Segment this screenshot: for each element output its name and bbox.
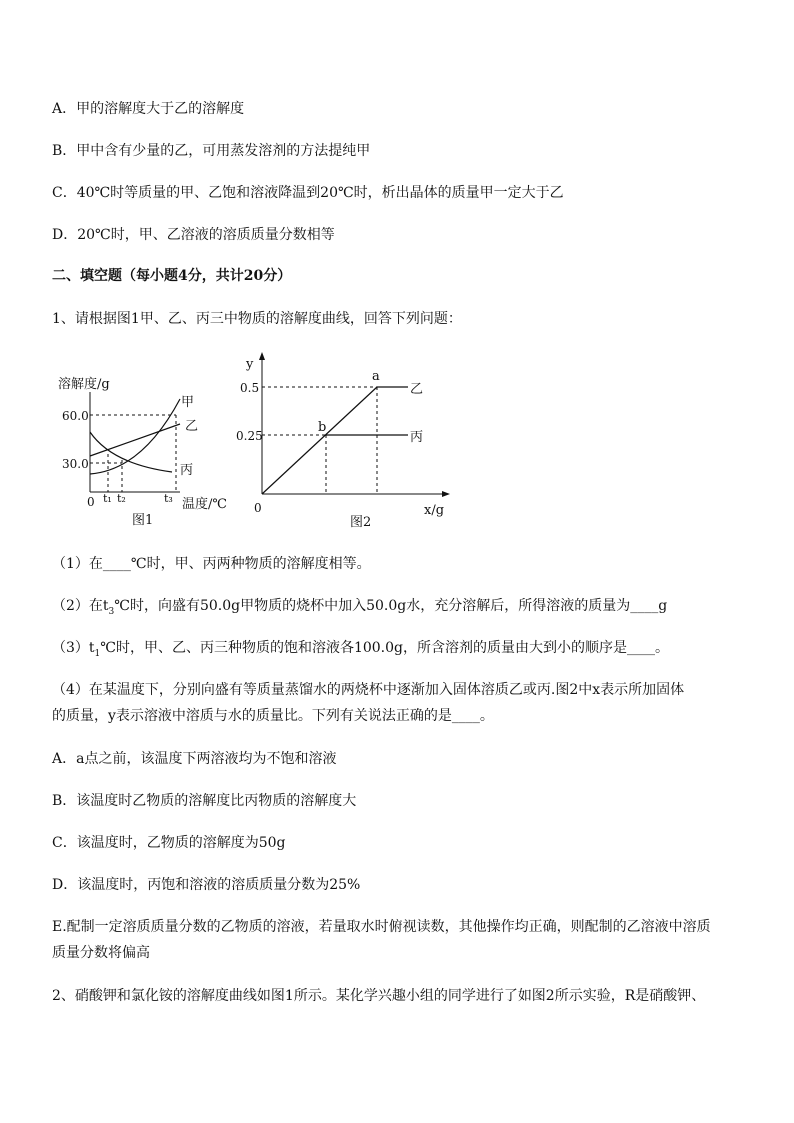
fig2-caption: 图2 (350, 515, 372, 530)
question-1-stem: 1、请根据图1甲、乙、丙三中物质的溶解度曲线，回答下列问题： (52, 311, 462, 327)
fig2-ylabel: y (246, 357, 254, 372)
option-c: C．该温度时，乙物质的溶解度为50g (52, 835, 286, 851)
fig1-xtick-t3: t₃ (164, 492, 173, 505)
option-b-prev: B．甲中含有少量的乙，可用蒸发溶剂的方法提纯甲 (52, 143, 371, 159)
fig1-xlabel: 温度/℃ (182, 497, 227, 512)
question-1-sub-2: （2）在$t_3℃$时，向盛有50.0g甲物质的烧杯中加入50.0g水，充分溶解后，所得溶液的质量为____g (52, 598, 668, 617)
question-1-sub-4-line-2: 的质量，y表示溶液中溶质与水的质量比。下列有关说法正确的是____。 (52, 708, 494, 724)
question-1-sub-1: （1）在____℃时，甲、丙两种物质的溶解度相等。 (52, 556, 371, 572)
figure-2-ratio-chart (230, 350, 460, 534)
fig1-ylabel: 溶解度/g (58, 377, 110, 392)
question-1-sub-4-line-1: （4）在某温度下，分别向盛有等质量蒸馏水的两烧杯中逐渐加入固体溶质乙或丙.图2中x表示所加固体 (52, 682, 685, 698)
fig1-origin: 0 (87, 495, 95, 509)
fig1-curve-yi (90, 424, 180, 456)
option-c-prev: C．40℃时等质量的甲、乙饱和溶液降温到20℃时，析出晶体的质量甲一定大于乙 (52, 185, 564, 201)
fig2-label-yi: 乙 (410, 382, 424, 397)
option-d: D．该温度时，丙饱和溶液的溶质质量分数为25% (52, 877, 361, 893)
fig2-ytick-05: 0.5 (240, 381, 260, 395)
option-d-prev: D．20℃时，甲、乙溶液的溶质质量分数相等 (52, 227, 335, 243)
option-e-line-2: 质量分数将偏高 (52, 945, 150, 961)
fig1-label-bing: 丙 (180, 463, 194, 478)
question-2-stem: 2、硝酸钾和氯化铵的溶解度曲线如图1所示。某化学兴趣小组的同学进行了如图2所示实验，R是硝酸钾、 (52, 988, 706, 1004)
fig2-label-bing: 丙 (410, 430, 424, 445)
option-a: A．a点之前，该温度下两溶液均为不饱和溶液 (52, 751, 337, 767)
question-1-sub-3: $(3)t_1℃$时，甲、乙、丙三种物质的饱和溶液各100.0g，所含溶剂的质量由大到小的顺序是____。 (52, 640, 669, 659)
section-title: 二、填空题（每小题4分，共计20分） (52, 268, 292, 284)
fig2-y-arrow (259, 352, 265, 360)
option-e-line-1: E.配制一定溶质质量分数的乙物质的溶液，若量取水时俯视读数，其他操作均正确，则配制的乙溶液中溶质 (52, 919, 711, 935)
fig1-label-yi: 乙 (185, 419, 199, 434)
fig1-xtick-t2: t₂ (117, 492, 126, 505)
fig2-origin: 0 (254, 501, 262, 515)
fig2-rising-line (262, 387, 377, 494)
option-b: B．该温度时乙物质的溶解度比丙物质的溶解度大 (52, 793, 357, 809)
fig2-point-a: a (372, 369, 380, 384)
fig2-xlabel: x/g (424, 503, 445, 518)
figure-1-solubility-chart (52, 362, 242, 532)
fig2-point-b: b (318, 420, 327, 435)
fig1-caption: 图1 (132, 513, 154, 528)
fig1-xtick-t1: t₁ (103, 492, 112, 505)
fig1-ytick-60: 60.0 (62, 409, 89, 423)
fig2-ytick-025: 0.25 (236, 429, 263, 443)
fig1-ytick-30: 30.0 (62, 457, 89, 471)
fig2-x-arrow (442, 491, 450, 497)
option-a-prev: A．甲的溶解度大于乙的溶解度 (52, 101, 245, 117)
fig1-label-jia: 甲 (181, 395, 195, 410)
